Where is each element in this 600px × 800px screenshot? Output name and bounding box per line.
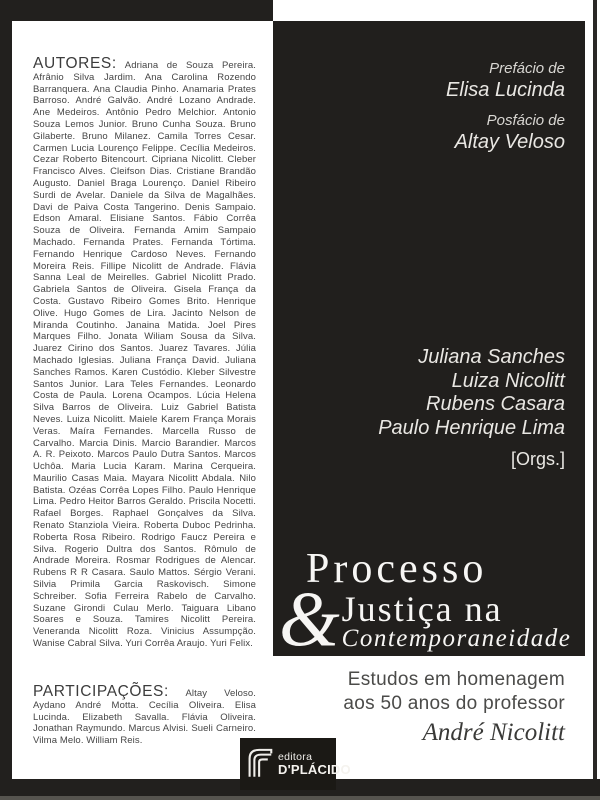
authors-paragraph bbox=[33, 55, 257, 650]
authors-heading: AUTORES: bbox=[33, 55, 117, 72]
organizer-name: Rubens Casara bbox=[426, 393, 565, 415]
authors-section bbox=[33, 55, 257, 650]
organizer-name: Paulo Henrique Lima bbox=[378, 416, 565, 439]
authors-list: Adriana de Souza Pereira. Afrânio Silva Jardim. Ana Carolina Rozendo Barranquera. Ana Claudia Pinho. Anamaria Prates Barroso. André Galvão. André Lozano Andrade. Ane Medeiros. Antônio Pedro Melchior. Antonio Souza Lemos Junior. Bruno Cunha Souza. Bruno Gilaberte. Bruno Milanez. Camila Torres Cesar. Carmen Lucia Lourenço Felippe. Cecília Medeiros. Cezar Roberto Bitencourt. Cipriana Nicolitt. Cleber Francisco Alves. Cleifson Dias. Cristiane Brandão Augusto. Daniel Braga Lourenço. Daniel Ribeiro Surdi de Avelar. Daniele da Silva de Magalhães. Davi de Paiva Costa Tangerino. Denis Sampaio. Edson Amaral. Elisiane Santos. Fábio Corrêa Souza de Oliveira. Fernanda Amim Sampaio Machado. Fernanda Prates. Fernanda Tórtima. Fernando Henrique Cardoso Neves. Fernando Moreira Reis. Fillipe Nicolitt de Andrade. Flávia Sanna Leal de Meirelles. Gabriel Nicolitt Prado. Gabriela Santos de Oliveira. Gisela França da Costa. Gustavo Ribeiro Gomes Brito. Henrique Olive. Hugo Gomes de Lira. Jacinto Nelson de Miranda Coutinho. Janaina Matida. Joel Pires Marques Filho. Jonata Wiliam Sousa da Silva. Juarez Cirino dos Santos. Juarez Tavares. Júlia Machado Iglesias. Juliana França David. Juliana Sanches Ramos. Karen Custódio. Kleber Silvestre Santos Junior. Lara Teles Fernandes. Leonardo Costa de Paula. Lorena Ocampos. Lúcia Helena Silva Barros de Oliveira. Luiz Gabriel Batista Neves. Luiza Nicolitt. Maiele Karem França Morais Veras. Maíra Fernandes. Marcella Russo de Carvalho. Marcia Dinis. Marcio Barandier. Marcos A. R. Peixoto. Marcos Paulo Dutra Santos. Marcos Uchôa. Maria Lucia Karam. Marina Cerqueira. Maurilio Casas Maia. Mayara Nicolitt Abdala. Nilo Batista. Ozéas Corrêa Lopes Filho. Paulo Henrique Lima. Pedro Heitor Barros Geraldo. Priscila Nocetti. Rafael Borges. Raphael Gonçalves da Silva. Renato Stanziola Vieira. Roberta Duboc Pedrinha. Roberta Rosa Ribeiro. Rodrigo Faucz Pereira e Silva. Rogerio Dultra dos Santos. Rômulo de Andrade Moreira. Rosmar Rodrigues de Alencar. Rubens R R Casara. Saulo Mattos. Sérgio Verani. Silvia Primila Garcia Raskovisch. Simone Schreiber. Sofia Ferreira Rabelo de Carvalho. Suzane Girondi Culau Merlo. Taiguara Libano Soares e Souza. Tamires Nicolitt Pereira. Veneranda Nicolitt Roza. Vinicius Assumpção. Wanise Cabral Silva. Yuri Corrêa Araujo. Yuri Felix. bbox=[33, 60, 257, 650]
afterword-author: Altay Veloso bbox=[454, 131, 565, 153]
subtitle-block bbox=[343, 668, 565, 748]
participations-paragraph bbox=[33, 683, 256, 747]
subtitle-line-1: Estudos em homenagem bbox=[347, 669, 565, 690]
title-word-processo: Processo bbox=[306, 546, 488, 592]
frame-left-bar bbox=[0, 0, 12, 800]
participations-heading: PARTICIPAÇÕES: bbox=[33, 683, 169, 700]
participations-list: Altay Veloso. Aydano André Motta. Cecília Oliveira. Elisa Lucinda. Elizabeth Savalla. Flávia Oliveira. Jonathan Raymundo. Marcus Alvisi. Sueli Carneiro. Vilma Melo. William Reis. bbox=[33, 688, 256, 747]
participations-section bbox=[33, 683, 256, 747]
book-title bbox=[279, 546, 572, 662]
publisher-label-small: editora bbox=[278, 751, 313, 763]
preface-label: Prefácio de bbox=[489, 60, 565, 77]
title-ampersand: & bbox=[279, 575, 340, 662]
title-panel bbox=[273, 21, 585, 662]
publisher-name: D'PLÁCIDO bbox=[278, 762, 351, 777]
preface-author: Elisa Lucinda bbox=[446, 79, 565, 101]
title-right-stack bbox=[341, 589, 572, 652]
subtitle-line-2: aos 50 anos do professor bbox=[343, 693, 565, 714]
book-arch-icon bbox=[247, 746, 273, 783]
title-word-justica: Justiça na bbox=[341, 589, 503, 629]
organizer-name: Luiza Nicolitt bbox=[451, 369, 565, 392]
organizer-name: Juliana Sanches bbox=[418, 346, 565, 368]
preface-afterword-block bbox=[446, 59, 565, 163]
title-word-contemporaneidade: Contemporaneidade bbox=[341, 625, 572, 652]
frame-bottom-edge bbox=[0, 796, 600, 800]
organizers-tag: [Orgs.] bbox=[510, 449, 565, 469]
title-second-row bbox=[279, 575, 572, 662]
publisher-text bbox=[278, 751, 351, 777]
afterword-label: Posfácio de bbox=[486, 112, 565, 129]
honoree-name: André Nicolitt bbox=[422, 719, 565, 746]
organizers-block bbox=[378, 346, 565, 470]
publisher-logo bbox=[240, 738, 351, 790]
frame-top-bar bbox=[0, 0, 273, 21]
frame-right-bar bbox=[593, 0, 597, 800]
